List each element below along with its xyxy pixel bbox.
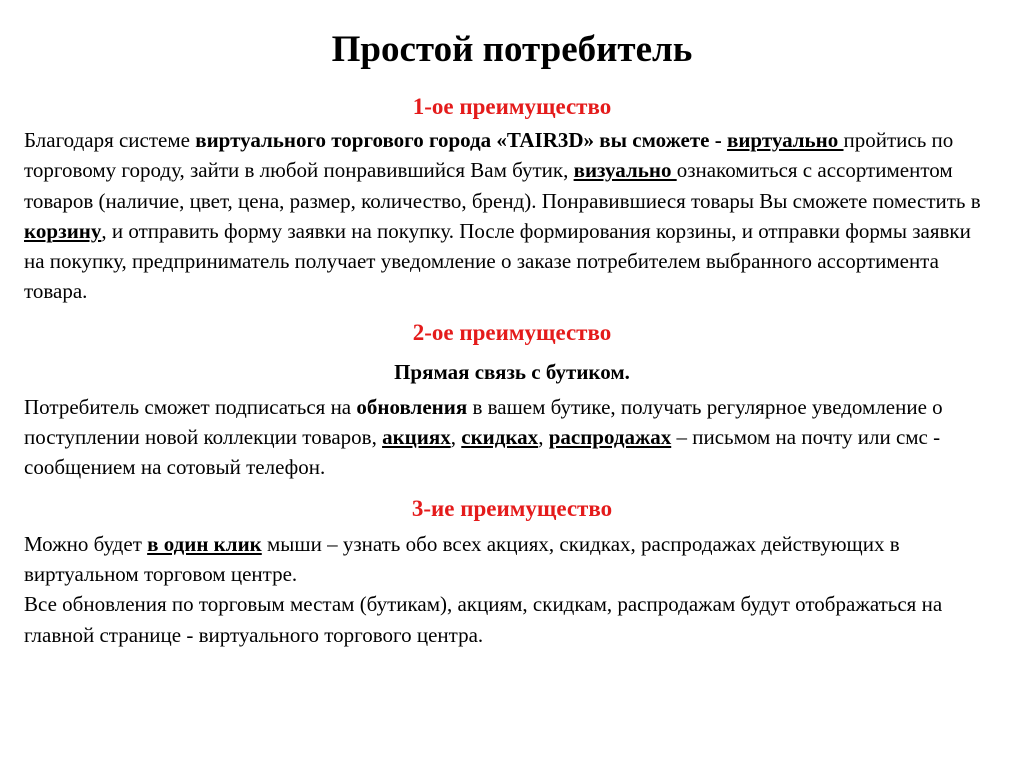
underlined-text: акциях xyxy=(382,425,451,450)
underlined-text: визуально xyxy=(573,158,677,183)
text-segment: Благодаря системе xyxy=(24,128,196,152)
advantage-2-subheading: Прямая связь с бутиком. xyxy=(394,359,630,384)
advantage-3-paragraph-2: Все обновления по торговым местам (бутикам), акциям, скидкам, распродажам будут отображаться на главной странице - виртуального торгового центра. xyxy=(24,592,943,647)
underlined-text: корзину xyxy=(24,218,102,243)
slide-title: Простой потребитель xyxy=(331,29,693,70)
bold-segment: обновления xyxy=(356,394,468,419)
advantage-2-heading: 2-ое преимущество xyxy=(412,319,612,345)
text-segment: , и отправить форму заявки на покупку. После формирования корзины, и отправки формы заявки на покупку, предприниматель получает уведомление о заказе потребителем выбранного ассортимента товара. xyxy=(24,218,971,304)
underlined-bold-segment xyxy=(24,219,101,243)
text-segment: в вашем бутике, получать регулярное уведомление о поступлении новой коллекции товаров, xyxy=(24,394,943,450)
underlined-bold-segment xyxy=(461,425,538,449)
advantage-2-paragraph xyxy=(24,392,984,483)
text-segment: пройтись по торговому городу, зайти в любой понравившийся Вам бутик, xyxy=(24,128,954,183)
underlined-text: скидках xyxy=(461,425,539,450)
underlined-text: в один клик xyxy=(147,531,262,556)
text-segment: мыши – узнать обо всех акциях, скидках, распродажах действующих в виртуальном торговом центре. xyxy=(24,531,900,586)
advantage-1-paragraph xyxy=(24,125,984,307)
underlined-bold-segment xyxy=(727,128,844,152)
underlined-bold-segment xyxy=(574,158,677,182)
underlined-bold-segment xyxy=(147,532,262,556)
underlined-text: распродажах xyxy=(548,425,672,450)
underlined-bold-segment xyxy=(549,425,672,449)
text-segment: ознакомиться с ассортиментом товаров (наличие, цвет, цена, размер, количество, бренд). Понравившиеся товары Вы сможете поместить в xyxy=(24,158,981,213)
separator: , xyxy=(450,425,462,450)
text-segment: – письмом на почту или смс - сообщением на сотовый телефон. xyxy=(24,425,941,480)
separator: , xyxy=(538,425,549,450)
text-segment: Потребитель сможет подписаться на xyxy=(24,394,357,419)
text-segment: Можно будет xyxy=(24,531,148,556)
underlined-bold-segment xyxy=(382,425,451,449)
advantage-3-heading: 3-ие преимущество xyxy=(411,495,613,521)
bold-segment: виртуального торгового города «TAIR3D» вы сможете - xyxy=(195,128,722,152)
advantage-3-paragraph-1 xyxy=(24,529,984,590)
underlined-text: виртуально xyxy=(726,128,844,152)
advantage-1-heading: 1-ое преимущество xyxy=(412,94,612,119)
